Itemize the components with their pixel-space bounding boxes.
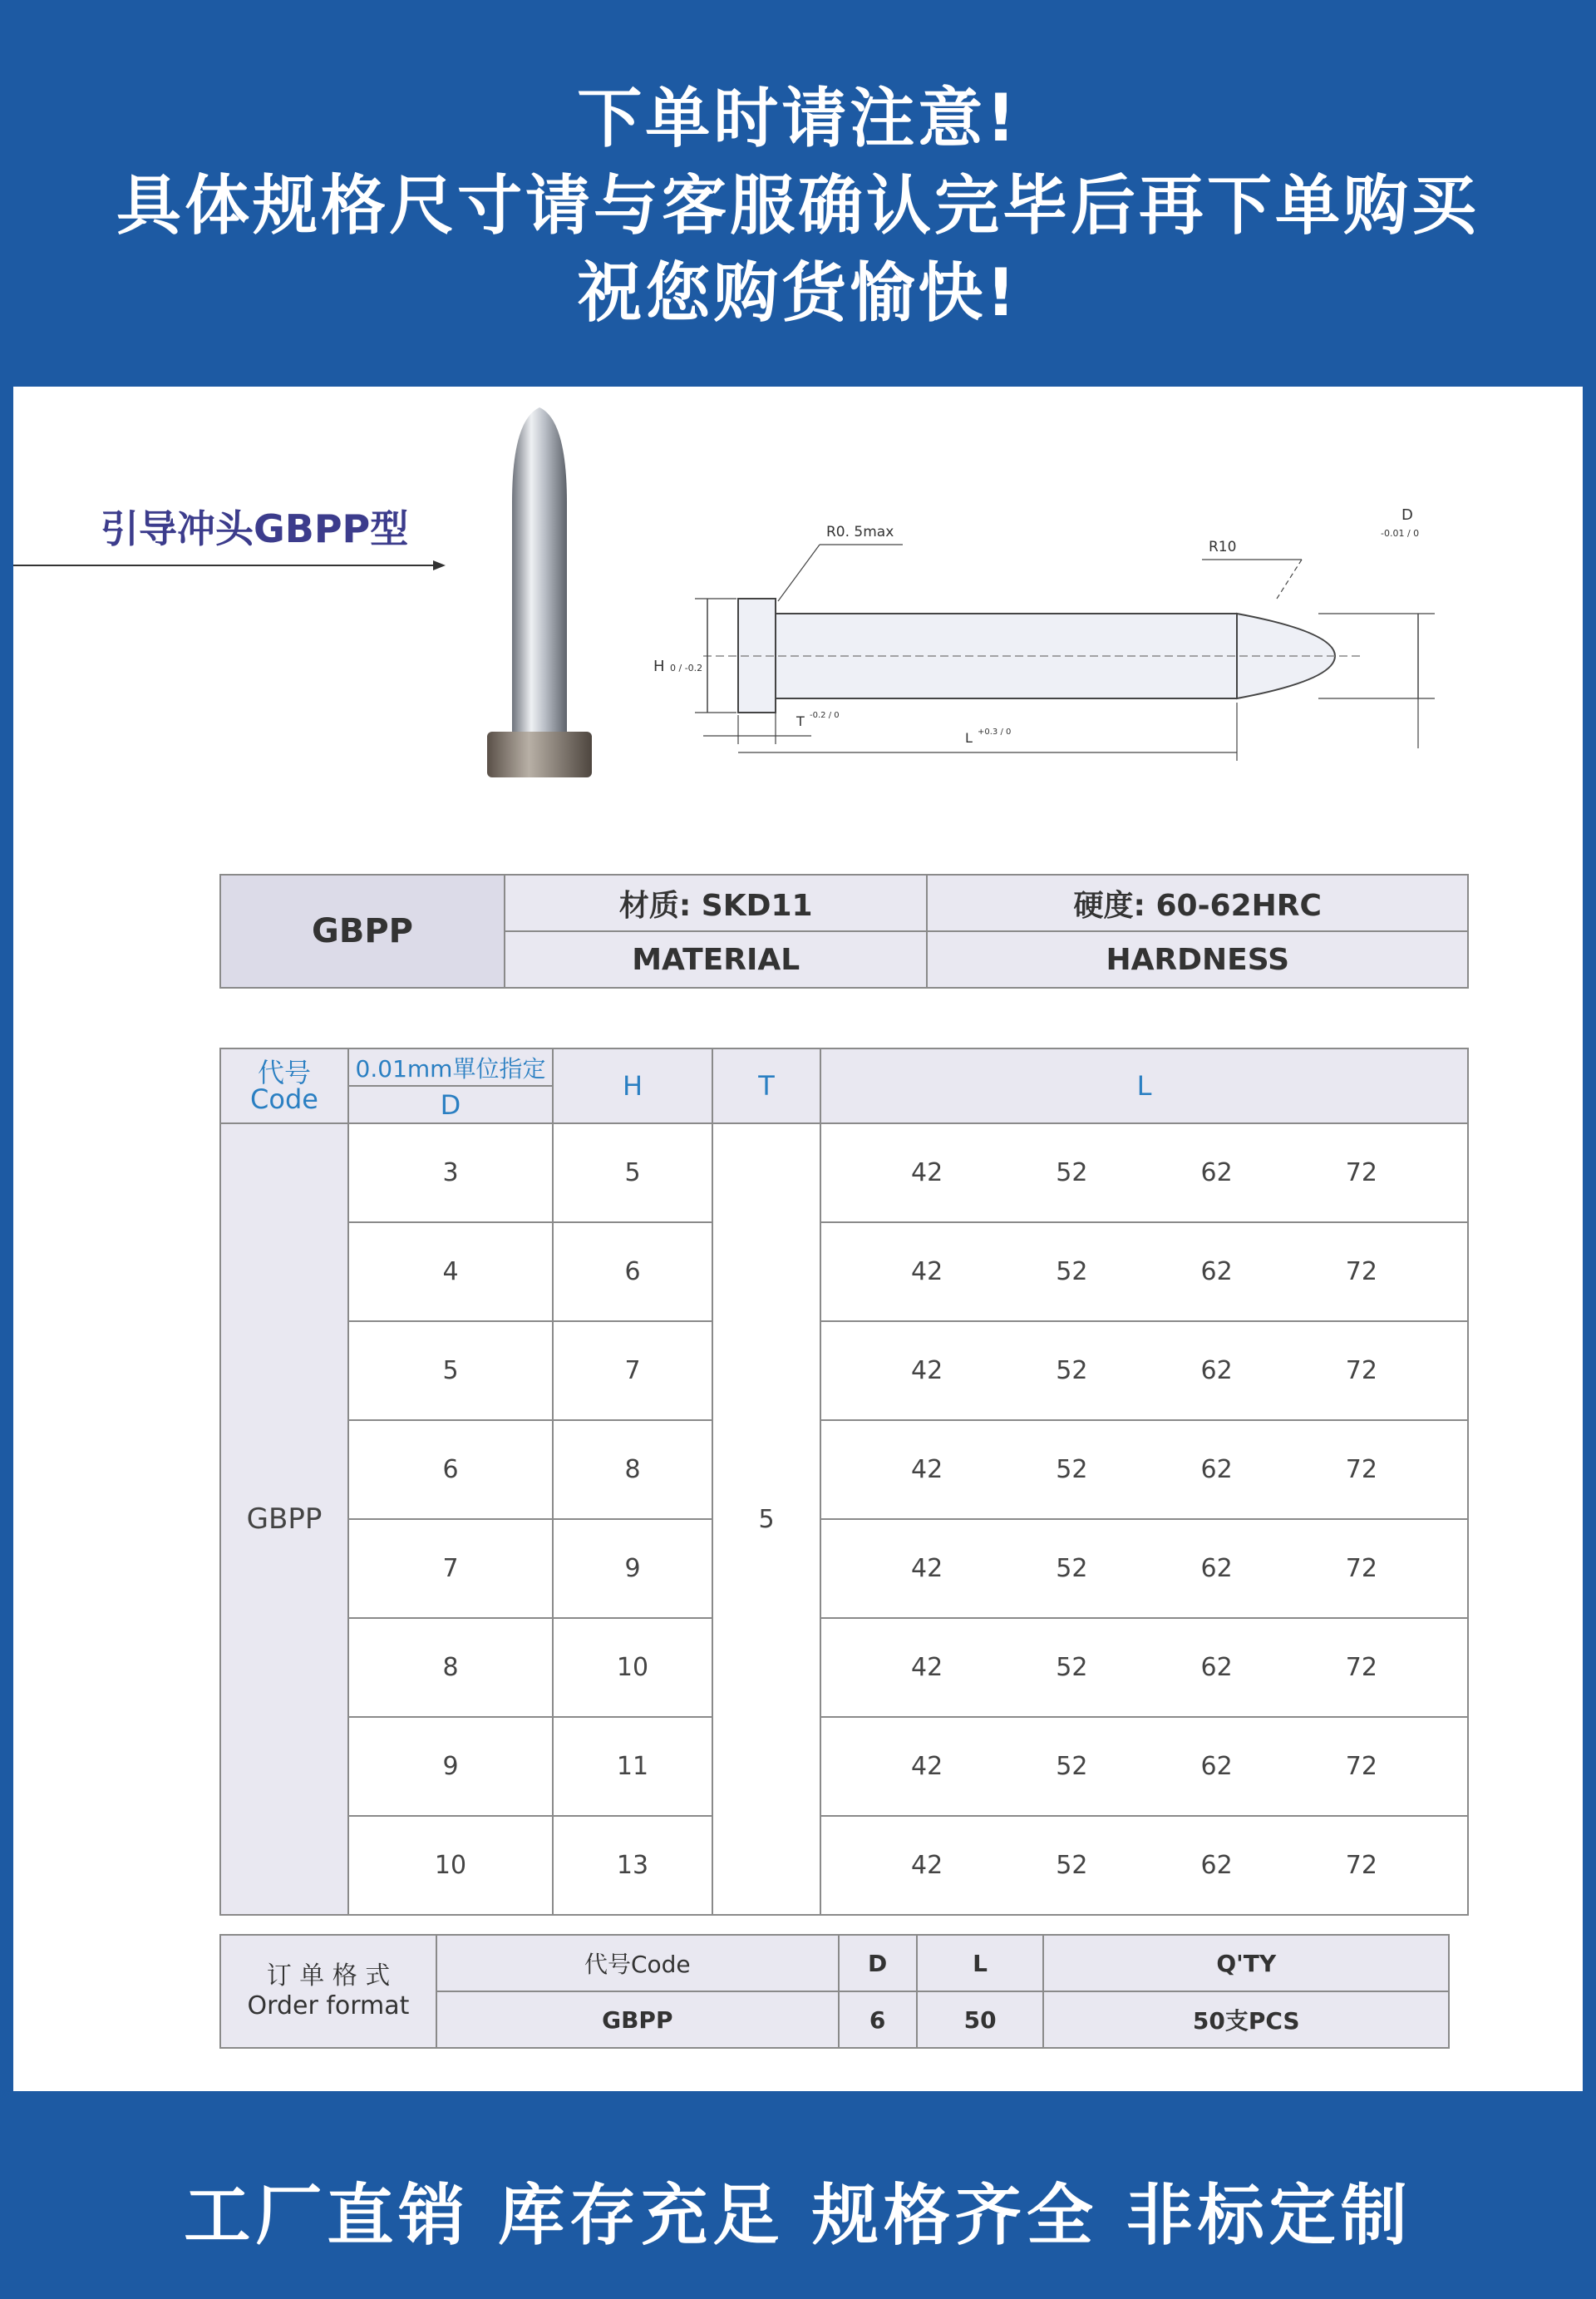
material-code: GBPP: [220, 875, 505, 988]
table-row: [220, 1123, 1468, 1222]
unit-note-header: 0.01mm單位指定: [348, 1048, 553, 1086]
d-value: 7: [348, 1519, 553, 1618]
l-dim-label: L: [965, 730, 973, 746]
table-row: [220, 1618, 1468, 1717]
table-row: [220, 1222, 1468, 1321]
table-row: [220, 1420, 1468, 1519]
d-value: 9: [348, 1717, 553, 1816]
l-value: 52: [1056, 1554, 1088, 1583]
code-value: GBPP: [220, 1123, 348, 1915]
d-value: 4: [348, 1222, 553, 1321]
order-l-value: 50: [917, 1991, 1044, 2048]
d-dim-label: D: [1401, 506, 1413, 524]
l-values: [820, 1717, 1468, 1816]
order-code-value: GBPP: [436, 1991, 839, 2048]
l-value: 72: [1345, 1158, 1377, 1187]
r-large-label: R10: [1209, 539, 1237, 555]
material-cn: 材质: SKD11: [505, 875, 927, 931]
l-value: 42: [911, 1158, 943, 1187]
order-label-en: Order format: [247, 1991, 410, 2020]
h-dim-label: H: [653, 658, 665, 675]
l-value: 42: [911, 1851, 943, 1880]
l-values: [820, 1420, 1468, 1519]
l-value: 42: [911, 1356, 943, 1385]
l-header: L: [820, 1048, 1468, 1123]
banner-line-2: 具体规格尺寸请与客服确认完毕后再下单购买: [116, 169, 1480, 244]
l-value: 42: [911, 1257, 943, 1286]
order-format-table: [219, 1934, 1450, 2049]
l-value: 72: [1345, 1455, 1377, 1484]
l-values: [820, 1816, 1468, 1915]
l-dim-tolerance: +0.3 / 0: [978, 728, 1012, 737]
h-value: 10: [553, 1618, 712, 1717]
l-values: [820, 1222, 1468, 1321]
t-value: 5: [712, 1123, 820, 1915]
l-value: 72: [1345, 1752, 1377, 1781]
hardness-en: HARDNESS: [927, 931, 1468, 988]
content-panel: [13, 387, 1583, 2091]
order-qty-header: Q'TY: [1043, 1935, 1449, 1991]
pointer-arrow-icon: [13, 557, 446, 574]
l-value: 72: [1345, 1851, 1377, 1880]
l-values: [820, 1519, 1468, 1618]
h-value: 13: [553, 1816, 712, 1915]
d-value: 5: [348, 1321, 553, 1420]
bottom-banner: [0, 2091, 1596, 2299]
banner-line-1: 下单时请注意!: [577, 81, 1019, 156]
top-banner: [0, 0, 1596, 387]
d-value: 8: [348, 1618, 553, 1717]
l-value: 52: [1056, 1455, 1088, 1484]
order-format-label: [220, 1935, 436, 2048]
h-value: 11: [553, 1717, 712, 1816]
table-row: [220, 1321, 1468, 1420]
material-en: MATERIAL: [505, 931, 927, 988]
l-value: 42: [911, 1554, 943, 1583]
l-value: 52: [1056, 1851, 1088, 1880]
table-row: [220, 1717, 1468, 1816]
l-value: 52: [1056, 1356, 1088, 1385]
l-value: 42: [911, 1455, 943, 1484]
product-name: 引导冲头GBPP型: [101, 506, 409, 551]
d-dim-tolerance: -0.01 / 0: [1381, 528, 1420, 539]
d-header: D: [348, 1086, 553, 1123]
order-qty-value: 50支PCS: [1043, 1991, 1449, 2048]
order-d-value: 6: [839, 1991, 917, 2048]
d-value: 6: [348, 1420, 553, 1519]
l-values: [820, 1618, 1468, 1717]
h-value: 5: [553, 1123, 712, 1222]
l-values: [820, 1123, 1468, 1222]
l-value: 52: [1056, 1257, 1088, 1286]
material-table: [219, 874, 1469, 989]
d-value: 10: [348, 1816, 553, 1915]
hardness-cn: 硬度: 60-62HRC: [927, 875, 1468, 931]
footer-slogan: 工厂直销 库存充足 规格齐全 非标定制: [184, 2177, 1412, 2254]
l-value: 72: [1345, 1554, 1377, 1583]
l-value: 52: [1056, 1158, 1088, 1187]
d-value: 3: [348, 1123, 553, 1222]
l-value: 62: [1200, 1158, 1233, 1187]
banner-line-3: 祝您购货愉快!: [577, 256, 1019, 331]
l-value: 62: [1200, 1752, 1233, 1781]
l-value: 52: [1056, 1653, 1088, 1682]
t-dim-label: T: [796, 713, 805, 729]
table-row: [220, 1816, 1468, 1915]
h-value: 7: [553, 1321, 712, 1420]
h-header: H: [553, 1048, 712, 1123]
l-value: 42: [911, 1653, 943, 1682]
l-value: 72: [1345, 1653, 1377, 1682]
t-header: T: [712, 1048, 820, 1123]
l-value: 62: [1200, 1653, 1233, 1682]
l-value: 62: [1200, 1356, 1233, 1385]
order-l-header: L: [917, 1935, 1044, 1991]
h-value: 8: [553, 1420, 712, 1519]
l-value: 62: [1200, 1554, 1233, 1583]
table-row: [220, 1519, 1468, 1618]
technical-drawing: [637, 453, 1451, 761]
h-dim-tolerance: 0 / -0.2: [670, 663, 703, 673]
l-value: 62: [1200, 1257, 1233, 1286]
order-d-header: D: [839, 1935, 917, 1991]
h-value: 6: [553, 1222, 712, 1321]
l-value: 62: [1200, 1851, 1233, 1880]
spec-table: [219, 1048, 1469, 1916]
l-value: 72: [1345, 1257, 1377, 1286]
order-label-cn: 订 单 格 式: [266, 1961, 391, 1991]
l-value: 42: [911, 1752, 943, 1781]
l-value: 72: [1345, 1356, 1377, 1385]
punch-photo-icon: [466, 403, 616, 786]
order-code-header: 代号Code: [436, 1935, 839, 1991]
code-header-en: Code: [250, 1083, 318, 1115]
t-dim-tolerance: -0.2 / 0: [810, 711, 840, 720]
l-value: 62: [1200, 1455, 1233, 1484]
r-small-label: R0. 5max: [826, 524, 894, 540]
l-values: [820, 1321, 1468, 1420]
l-value: 52: [1056, 1752, 1088, 1781]
code-header-cn: 代号: [257, 1057, 311, 1088]
h-value: 9: [553, 1519, 712, 1618]
code-header: [220, 1048, 348, 1123]
